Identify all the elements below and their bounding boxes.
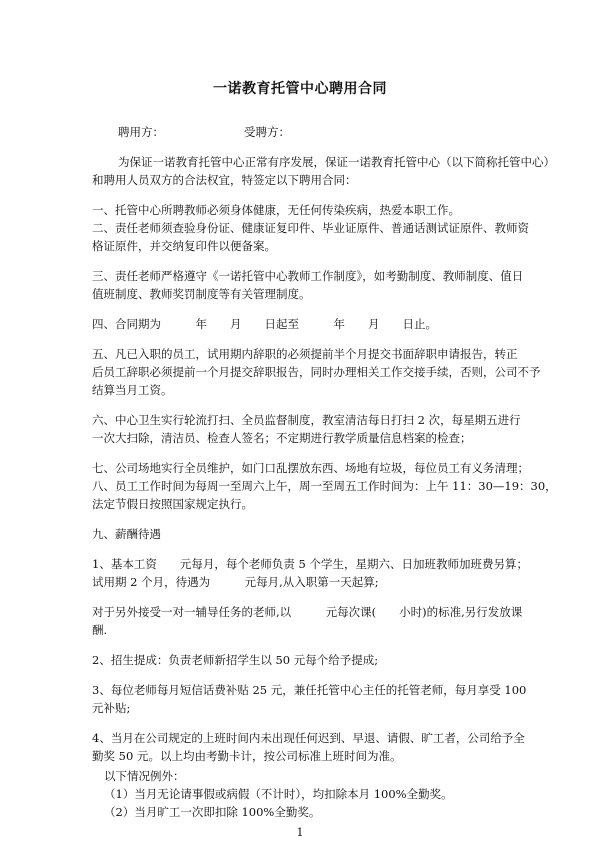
salary-3-line-2: 元补贴;: [92, 701, 131, 715]
clause-3-line-1: 三、责任老师严格遵守《一诺托管中心教师工作制度》，如考勤制度、教师制度、值日: [92, 269, 524, 283]
party-a-label: 聘用方：: [118, 125, 164, 139]
clause-6-line-1: 六、中心卫生实行轮流打扫、全员监督制度，教室清洁每日打扫 2 次，每星期五进行: [92, 413, 521, 427]
clause-8-line-2: 法定节假日按照国家规定执行。: [92, 497, 253, 511]
exceptions-heading: 以下情况例外：: [104, 769, 185, 783]
clause-4: 四、合同期为 年 月 日起至 年 月 日止。: [92, 317, 437, 331]
salary-4-line-1: 4、当月在公司规定的上班时间内未出现任何迟到、早退、请假、旷工者，公司给予全: [92, 731, 525, 745]
exception-item-1: （1）当月无论请事假或病假（不计时），均扣除本月 100%全勤奖。: [104, 787, 453, 801]
salary-1-extra-line-1: 对于另外接受一对一辅导任务的老师,以 元每次课( 小时)的标准,另行发放课: [92, 605, 523, 619]
salary-3-line-1: 3、每位老师每月短信话费补贴 25 元，兼任托管中心主任的托管老师，每月享受 100: [92, 683, 527, 697]
intro-line-2: 和聘用人员双方的合法权宜，特签定以下聘用合同：: [92, 173, 357, 187]
clause-5-line-2: 后员工辞职必须提前一个月提交辞职报告，同时办理相关工作交接手续，否则，公司不予: [92, 365, 541, 379]
clause-6-line-2: 一次大扫除，清洁员、检查人签名；不定期进行教学质量信息档案的检查；: [92, 431, 472, 445]
exception-item-2: （2）当月旷工一次即扣除 100%全勤奖。: [104, 805, 321, 819]
clause-9-heading: 九、薪酬待遇: [92, 527, 161, 541]
clause-2-line-2: 格证原件，并交纳复印件以便备案。: [92, 239, 276, 253]
salary-1-line-2: 试用期 2 个月，待遇为 元每月,从入职第一天起算;: [92, 575, 379, 589]
salary-4-line-2: 勤奖 50 元。以上均由考勤卡计，按公司标准上班时间为准。: [92, 749, 402, 763]
salary-1-extra-line-2: 酬.: [92, 623, 108, 637]
salary-1-line-1: 1、基本工资 元每月，每个老师负责 5 个学生，星期六、日加班教师加班费另算；: [92, 557, 528, 571]
clause-3-line-2: 值班制度、教师奖罚制度等有关管理制度。: [92, 287, 311, 301]
clause-5-line-1: 五、凡已入职的员工，试用期内辞职的必须提前半个月提交书面辞职申请报告，转正: [92, 347, 518, 361]
page-number: 1: [296, 826, 304, 839]
intro-line-1: 为保证一诺教育托管中心正常有序发展，保证一诺教育托管中心（以下简称托管中心）: [118, 155, 555, 169]
clause-8-line-1: 八、员工工作时间为每周一至周六上午，周一至周五工作时间为：上午 11：30—19：30，: [92, 479, 557, 493]
clause-5-line-3: 结算当月工资。: [92, 383, 173, 397]
party-b-label: 受聘方：: [244, 125, 290, 139]
clause-2-line-1: 二、责任老师须查验身份证、健康证复印件、毕业证原件、普通话测试证原件、教师资: [92, 221, 529, 235]
clause-1: 一、托管中心所聘教师必须身体健康，无任何传染疾病，热爱本职工作。: [92, 203, 460, 217]
clause-7: 七、公司场地实行全员维护，如门口乱摆放东西、场地有垃圾，每位员工有义务清理；: [92, 461, 529, 475]
salary-2: 2、招生提成：负责老师新招学生以 50 元每个给予提成;: [92, 653, 379, 667]
contract-title: 一诺教育托管中心聘用合同: [213, 81, 387, 97]
